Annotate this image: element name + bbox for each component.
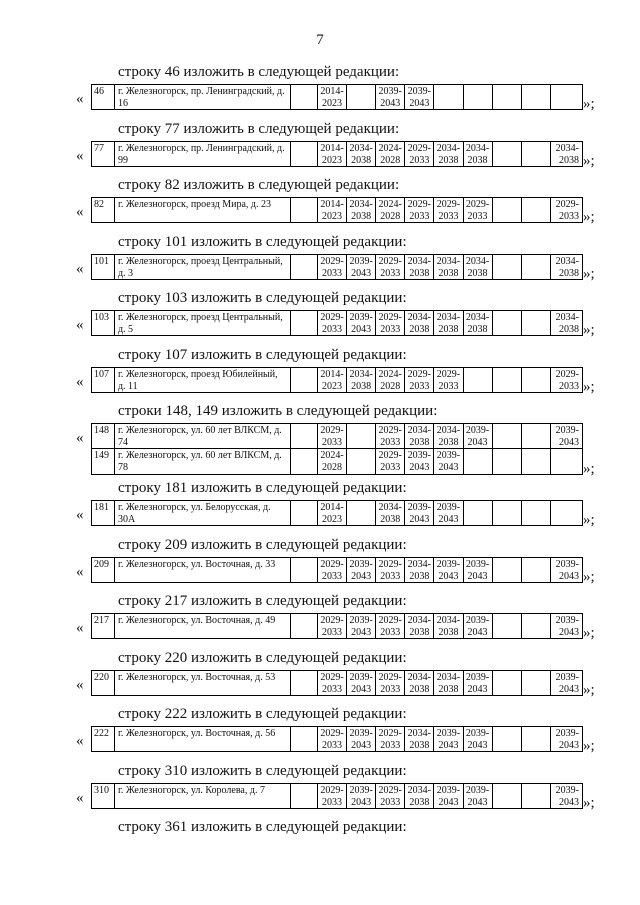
period-cell: 2039-2043 bbox=[404, 501, 433, 525]
closing-quote: »; bbox=[583, 265, 595, 282]
period-cell: 2039-2043 bbox=[346, 255, 375, 279]
period-cell bbox=[492, 368, 521, 392]
period-cell: 2029-2033 bbox=[375, 424, 404, 448]
period-cell bbox=[492, 255, 521, 279]
address-cell: г. Железногорск, ул. 60 лет ВЛКСМ, д. 78 bbox=[114, 449, 290, 474]
period-cell: 2034-2038 bbox=[404, 671, 433, 695]
period-cell: 2029-2033 bbox=[317, 311, 346, 335]
closing-quote: »; bbox=[583, 738, 595, 754]
period-cell bbox=[521, 671, 550, 695]
period-cell bbox=[492, 727, 521, 751]
amendment-list bbox=[0, 64, 640, 876]
period-cell: 2039-2043 bbox=[346, 558, 375, 582]
empty-cell bbox=[290, 558, 317, 582]
address-cell: г. Железногорск, пр. Ленинградский, д. 16 bbox=[114, 85, 290, 109]
table-row bbox=[91, 310, 583, 336]
opening-quote: « bbox=[76, 430, 84, 446]
table-row bbox=[91, 726, 583, 752]
amendment-block bbox=[0, 650, 640, 707]
period-cell bbox=[492, 614, 521, 638]
period-cell: 2034-2038 bbox=[404, 311, 433, 335]
opening-quote: « bbox=[76, 563, 84, 580]
period-cell: 2029-2033 bbox=[375, 558, 404, 582]
last-period-cell: 2039-2043 bbox=[550, 671, 582, 695]
table-row bbox=[91, 500, 583, 526]
last-period-cell: 2039-2043 bbox=[550, 558, 582, 582]
period-cell: 2024-2028 bbox=[375, 198, 404, 222]
amendment-block bbox=[0, 64, 640, 121]
period-cell: 2029-2033 bbox=[317, 614, 346, 638]
period-cell: 2034-2038 bbox=[404, 614, 433, 638]
amendment-block bbox=[0, 234, 640, 291]
amendment-block bbox=[0, 819, 640, 876]
period-cell: 2034-2038 bbox=[404, 424, 433, 448]
amendment-heading: строку 77 изложить в следующей редакции: bbox=[118, 120, 400, 137]
amendment-block bbox=[0, 763, 640, 820]
last-period-cell: 2034-2038 bbox=[550, 311, 582, 335]
last-period-cell: 2039-2043 bbox=[550, 614, 582, 638]
period-cell bbox=[521, 255, 550, 279]
last-period-cell bbox=[550, 449, 582, 474]
period-cell bbox=[521, 614, 550, 638]
table-row bbox=[91, 670, 583, 696]
period-cell bbox=[492, 501, 521, 525]
empty-cell bbox=[290, 424, 317, 448]
period-cell: 2029-2033 bbox=[433, 368, 462, 392]
amendment-heading: строку 181 изложить в следующей редакции: bbox=[118, 480, 407, 496]
last-period-cell: 2029-2033 bbox=[550, 198, 582, 222]
address-cell: г. Железногорск, проезд Юбилейный, д. 11 bbox=[114, 368, 290, 392]
row-number-cell: 77 bbox=[94, 142, 104, 154]
amendment-block bbox=[0, 537, 640, 594]
opening-quote: « bbox=[76, 620, 84, 636]
period-cell bbox=[492, 142, 521, 166]
amendment-block bbox=[0, 403, 640, 480]
page-number: 7 bbox=[316, 32, 324, 48]
closing-quote: »; bbox=[583, 512, 595, 528]
period-cell bbox=[521, 368, 550, 392]
period-cell: 2029-2033 bbox=[317, 558, 346, 582]
period-cell: 2034-2038 bbox=[346, 142, 375, 166]
last-period-cell: 2039-2043 bbox=[550, 424, 582, 448]
period-cell: 2034-2038 bbox=[433, 255, 462, 279]
table-row bbox=[91, 423, 583, 449]
empty-cell bbox=[290, 784, 317, 808]
last-period-cell: 2039-2043 bbox=[550, 727, 582, 751]
period-cell bbox=[346, 501, 375, 525]
opening-quote: « bbox=[76, 91, 84, 107]
row-number-cell: 217 bbox=[94, 615, 109, 626]
period-cell: 2034-2038 bbox=[433, 671, 462, 695]
empty-cell bbox=[290, 449, 317, 474]
period-cell: 2034-2038 bbox=[463, 311, 492, 335]
amendment-block bbox=[0, 121, 640, 178]
amendment-heading: строки 148, 149 изложить в следующей редакции: bbox=[118, 403, 438, 419]
period-cell: 2034-2038 bbox=[433, 614, 462, 638]
period-cell: 2029-2033 bbox=[317, 671, 346, 695]
amendment-heading: строку 82 изложить в следующей редакции: bbox=[118, 177, 400, 193]
period-cell bbox=[463, 501, 492, 525]
closing-quote: »; bbox=[583, 378, 595, 395]
last-period-cell: 2034-2038 bbox=[550, 255, 582, 279]
empty-cell bbox=[290, 255, 317, 279]
period-cell: 2039-2043 bbox=[463, 558, 492, 582]
period-cell bbox=[492, 311, 521, 335]
period-cell: 2034-2038 bbox=[375, 501, 404, 525]
period-cell: 2029-2033 bbox=[375, 784, 404, 808]
amendment-block bbox=[0, 347, 640, 404]
last-period-cell bbox=[550, 85, 582, 109]
amendment-heading: строку 103 изложить в следующей редакции: bbox=[118, 290, 407, 306]
period-cell: 2039-2043 bbox=[346, 311, 375, 335]
period-cell: 2039-2043 bbox=[463, 784, 492, 808]
period-cell: 2029-2033 bbox=[317, 727, 346, 751]
period-cell: 2029-2033 bbox=[433, 198, 462, 222]
closing-quote: »; bbox=[583, 96, 595, 112]
empty-cell bbox=[290, 671, 317, 695]
closing-quote: »; bbox=[583, 209, 595, 225]
period-cell: 2029-2033 bbox=[375, 449, 404, 474]
table-row bbox=[91, 84, 583, 110]
period-cell bbox=[492, 671, 521, 695]
period-cell: 2039-2043 bbox=[346, 614, 375, 638]
empty-cell bbox=[290, 501, 317, 525]
amendment-heading: строку 217 изложить в следующей редакции: bbox=[118, 593, 407, 609]
period-cell: 2039-2043 bbox=[346, 671, 375, 695]
period-cell bbox=[492, 449, 521, 474]
period-cell bbox=[492, 85, 521, 109]
closing-quote: »; bbox=[583, 681, 595, 698]
table-row bbox=[91, 141, 583, 167]
period-cell: 2014-2023 bbox=[317, 198, 346, 222]
period-cell: 2034-2038 bbox=[346, 198, 375, 222]
empty-cell bbox=[290, 727, 317, 751]
period-cell: 2029-2033 bbox=[317, 784, 346, 808]
period-cell bbox=[463, 85, 492, 109]
period-cell: 2024-2028 bbox=[317, 449, 346, 474]
amendment-heading: строку 209 изложить в следующей редакции: bbox=[118, 536, 407, 553]
opening-quote: « bbox=[76, 317, 84, 333]
amendment-heading: строку 107 изложить в следующей редакции: bbox=[118, 346, 407, 363]
address-cell: г. Железногорск, проезд Мира, д. 23 bbox=[114, 198, 290, 222]
period-cell: 2034-2038 bbox=[404, 784, 433, 808]
period-cell: 2029-2033 bbox=[375, 311, 404, 335]
last-period-cell: 2039-2043 bbox=[550, 784, 582, 808]
amendment-block bbox=[0, 593, 640, 650]
opening-quote: « bbox=[76, 733, 84, 749]
period-cell bbox=[521, 501, 550, 525]
period-cell: 2029-2033 bbox=[375, 614, 404, 638]
amendment-block bbox=[0, 290, 640, 347]
row-number-cell: 181 bbox=[94, 502, 109, 513]
period-cell: 2039-2043 bbox=[463, 671, 492, 695]
period-cell: 2039-2043 bbox=[433, 449, 462, 474]
last-period-cell: 2029-2033 bbox=[550, 368, 582, 392]
amendment-heading: строку 222 изложить в следующей редакции: bbox=[118, 706, 407, 722]
period-cell: 2034-2038 bbox=[433, 142, 462, 166]
amendment-heading: строку 310 изложить в следующей редакции: bbox=[118, 762, 407, 779]
closing-quote: »; bbox=[583, 794, 595, 811]
period-cell: 2024-2028 bbox=[375, 142, 404, 166]
empty-cell bbox=[290, 368, 317, 392]
period-cell bbox=[521, 727, 550, 751]
closing-quote: »; bbox=[583, 625, 595, 641]
empty-cell bbox=[290, 85, 317, 109]
period-cell bbox=[346, 85, 375, 109]
period-cell: 2014-2023 bbox=[317, 142, 346, 166]
period-cell: 2014-2023 bbox=[317, 368, 346, 392]
period-cell: 2029-2033 bbox=[317, 255, 346, 279]
period-cell: 2039-2043 bbox=[404, 85, 433, 109]
period-cell: 2039-2043 bbox=[463, 614, 492, 638]
amendment-heading: строку 361 изложить в следующей редакции: bbox=[118, 819, 407, 835]
period-cell: 2029-2033 bbox=[404, 368, 433, 392]
period-cell: 2034-2038 bbox=[433, 424, 462, 448]
period-cell bbox=[346, 424, 375, 448]
closing-quote: »; bbox=[583, 152, 595, 169]
period-cell: 2039-2043 bbox=[433, 558, 462, 582]
period-cell: 2024-2028 bbox=[375, 368, 404, 392]
amendment-block bbox=[0, 177, 640, 234]
period-cell: 2014-2023 bbox=[317, 501, 346, 525]
period-cell: 2039-2043 bbox=[404, 449, 433, 474]
table-row bbox=[91, 254, 583, 280]
opening-quote: « bbox=[76, 373, 84, 390]
period-cell: 2034-2038 bbox=[433, 311, 462, 335]
period-cell: 2039-2043 bbox=[375, 85, 404, 109]
period-cell: 2034-2038 bbox=[404, 558, 433, 582]
address-cell: г. Железногорск, пр. Ленинградский, д. 99 bbox=[114, 142, 290, 166]
period-cell: 2034-2038 bbox=[404, 727, 433, 751]
period-cell bbox=[492, 784, 521, 808]
period-cell bbox=[463, 368, 492, 392]
period-cell: 2029-2033 bbox=[375, 727, 404, 751]
period-cell bbox=[521, 558, 550, 582]
opening-quote: « bbox=[76, 204, 84, 220]
row-number-cell: 46 bbox=[94, 86, 104, 97]
closing-quote: »; bbox=[583, 322, 595, 338]
period-cell: 2014-2023 bbox=[317, 85, 346, 109]
last-period-cell: 2034-2038 bbox=[550, 142, 582, 166]
row-number-cell: 220 bbox=[94, 671, 109, 683]
period-cell bbox=[521, 449, 550, 474]
empty-cell bbox=[290, 614, 317, 638]
row-number-cell: 149 bbox=[94, 450, 109, 461]
row-number-cell: 310 bbox=[94, 784, 109, 796]
period-cell bbox=[492, 558, 521, 582]
empty-cell bbox=[290, 198, 317, 222]
period-cell: 2029-2033 bbox=[404, 142, 433, 166]
period-cell: 2039-2043 bbox=[463, 727, 492, 751]
period-cell: 2039-2043 bbox=[346, 727, 375, 751]
period-cell bbox=[463, 449, 492, 474]
last-period-cell bbox=[550, 501, 582, 525]
opening-quote: « bbox=[76, 260, 84, 277]
period-cell: 2029-2033 bbox=[375, 255, 404, 279]
period-cell: 2029-2033 bbox=[375, 671, 404, 695]
opening-quote: « bbox=[76, 147, 84, 164]
period-cell bbox=[521, 142, 550, 166]
amendment-heading: строку 101 изложить в следующей редакции: bbox=[118, 233, 407, 250]
row-number-cell: 209 bbox=[94, 558, 109, 570]
table-row bbox=[91, 613, 583, 639]
period-cell: 2029-2033 bbox=[463, 198, 492, 222]
empty-cell bbox=[290, 142, 317, 166]
opening-quote: « bbox=[76, 676, 84, 693]
address-cell: г. Железногорск, ул. Восточная, д. 49 bbox=[114, 614, 290, 638]
address-cell: г. Железногорск, ул. Восточная, д. 56 bbox=[114, 727, 290, 751]
row-number-cell: 107 bbox=[94, 368, 109, 380]
period-cell: 2039-2043 bbox=[433, 727, 462, 751]
period-cell: 2039-2043 bbox=[433, 784, 462, 808]
row-number-cell: 103 bbox=[94, 312, 109, 323]
amendment-block bbox=[0, 480, 640, 537]
table-row bbox=[91, 197, 583, 223]
period-cell bbox=[521, 311, 550, 335]
period-cell: 2039-2043 bbox=[433, 501, 462, 525]
period-cell bbox=[521, 424, 550, 448]
address-cell: г. Железногорск, ул. 60 лет ВЛКСМ, д. 74 bbox=[114, 424, 290, 448]
period-cell bbox=[521, 198, 550, 222]
amendment-heading: строку 46 изложить в следующей редакции: bbox=[118, 64, 400, 80]
address-cell: г. Железногорск, ул. Белорусская, д. 30А bbox=[114, 501, 290, 525]
address-cell: г. Железногорск, проезд Центральный, д. 5 bbox=[114, 311, 290, 335]
period-cell bbox=[492, 424, 521, 448]
table-row bbox=[91, 557, 583, 583]
amendment-block bbox=[0, 706, 640, 763]
period-cell: 2029-2033 bbox=[404, 198, 433, 222]
row-number-cell: 101 bbox=[94, 255, 109, 267]
table-row bbox=[91, 449, 583, 475]
row-number-cell: 148 bbox=[94, 425, 109, 436]
table-row bbox=[91, 783, 583, 809]
period-cell: 2039-2043 bbox=[463, 424, 492, 448]
period-cell bbox=[521, 85, 550, 109]
address-cell: г. Железногорск, ул. Королева, д. 7 bbox=[114, 784, 290, 808]
period-cell: 2034-2038 bbox=[346, 368, 375, 392]
empty-cell bbox=[290, 311, 317, 335]
row-number-cell: 222 bbox=[94, 728, 109, 739]
address-cell: г. Железногорск, проезд Центральный, д. 3 bbox=[114, 255, 290, 279]
period-cell bbox=[521, 784, 550, 808]
period-cell: 2029-2033 bbox=[317, 424, 346, 448]
period-cell: 2039-2043 bbox=[346, 784, 375, 808]
address-cell: г. Железногорск, ул. Восточная, д. 33 bbox=[114, 558, 290, 582]
period-cell: 2034-2038 bbox=[404, 255, 433, 279]
address-cell: г. Железногорск, ул. Восточная, д. 53 bbox=[114, 671, 290, 695]
opening-quote: « bbox=[76, 507, 84, 523]
period-cell bbox=[492, 198, 521, 222]
amendment-heading: строку 220 изложить в следующей редакции: bbox=[118, 649, 407, 666]
table-row bbox=[91, 367, 583, 393]
opening-quote: « bbox=[76, 789, 84, 806]
period-cell: 2034-2038 bbox=[463, 142, 492, 166]
row-number-cell: 82 bbox=[94, 199, 104, 210]
closing-quote: »; bbox=[583, 461, 595, 477]
period-cell bbox=[433, 85, 462, 109]
period-cell: 2034-2038 bbox=[463, 255, 492, 279]
period-cell bbox=[346, 449, 375, 474]
closing-quote: »; bbox=[583, 568, 595, 585]
